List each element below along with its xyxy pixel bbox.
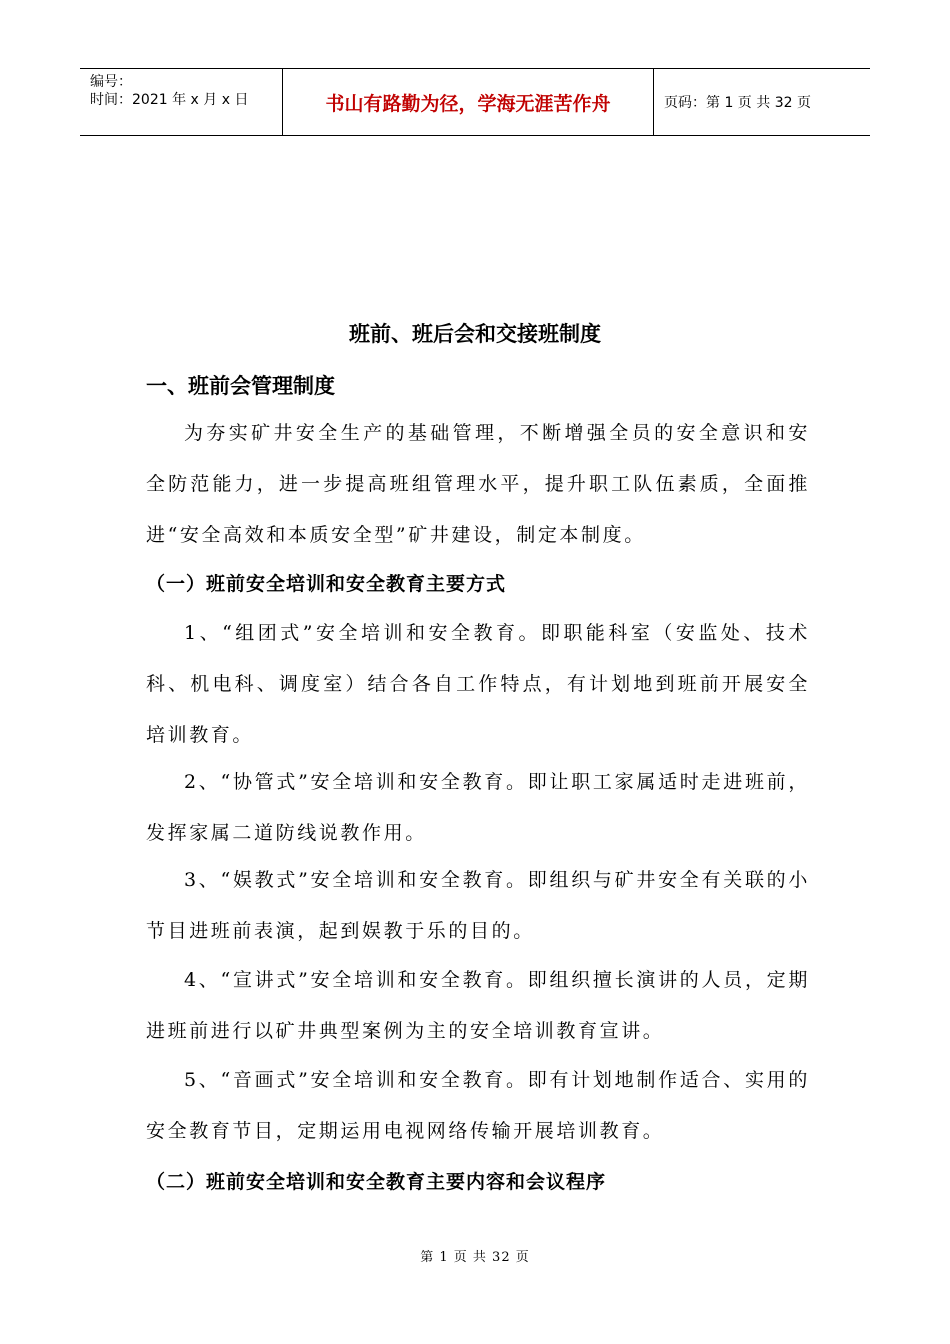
list-item: 2、“协管式”安全培训和安全教育。即让职工家属适时走进班前，发挥家属二道防线说教作用。 [146, 771, 810, 844]
list-item: 1、“组团式”安全培训和安全教育。即职能科室（安监处、技术科、机电科、调度室）结合各自工作特点，有计划地到班前开展安全培训教育。 [146, 622, 810, 746]
document-date-label: 时间：2021 年 x 月 x 日 [90, 92, 249, 108]
section-heading: 一、班前会管理制度 [146, 374, 335, 398]
header-meta-cell [80, 69, 282, 135]
list-item: 3、“娱教式”安全培训和安全教育。即组织与矿井安全有关联的小节目进班前表演，起到娱教于乐的目的。 [146, 869, 810, 942]
list-item: 5、“音画式”安全培训和安全教育。即有计划地制作适合、实用的安全教育节目，定期运用电视网络传输开展培训教育。 [146, 1069, 810, 1142]
header-page-info: 页码：第 1 页 共 32 页 [664, 95, 811, 111]
document-title: 班前、班后会和交接班制度 [349, 322, 601, 346]
intro-paragraph: 为夯实矿井安全生产的基础管理，不断增强全员的安全意识和安全防范能力，进一步提高班组管理水平，提升职工队伍素质，全面推进“安全高效和本质安全型”矿井建设，制定本制度。 [146, 422, 810, 546]
document-header [80, 68, 870, 136]
document-number-label: 编号： [90, 74, 132, 90]
page-footer: 第 1 页 共 32 页 [420, 1250, 530, 1265]
list-item: 4、“宣讲式”安全培训和安全教育。即组织擅长演讲的人员，定期进班前进行以矿井典型案例为主的安全培训教育宣讲。 [146, 969, 810, 1042]
subsection-heading-1: （一）班前安全培训和安全教育主要方式 [146, 573, 507, 595]
subsection-heading-2: （二）班前安全培训和安全教育主要内容和会议程序 [146, 1171, 607, 1193]
header-motto: 书山有路勤为径，学海无涯苦作舟 [282, 69, 654, 135]
